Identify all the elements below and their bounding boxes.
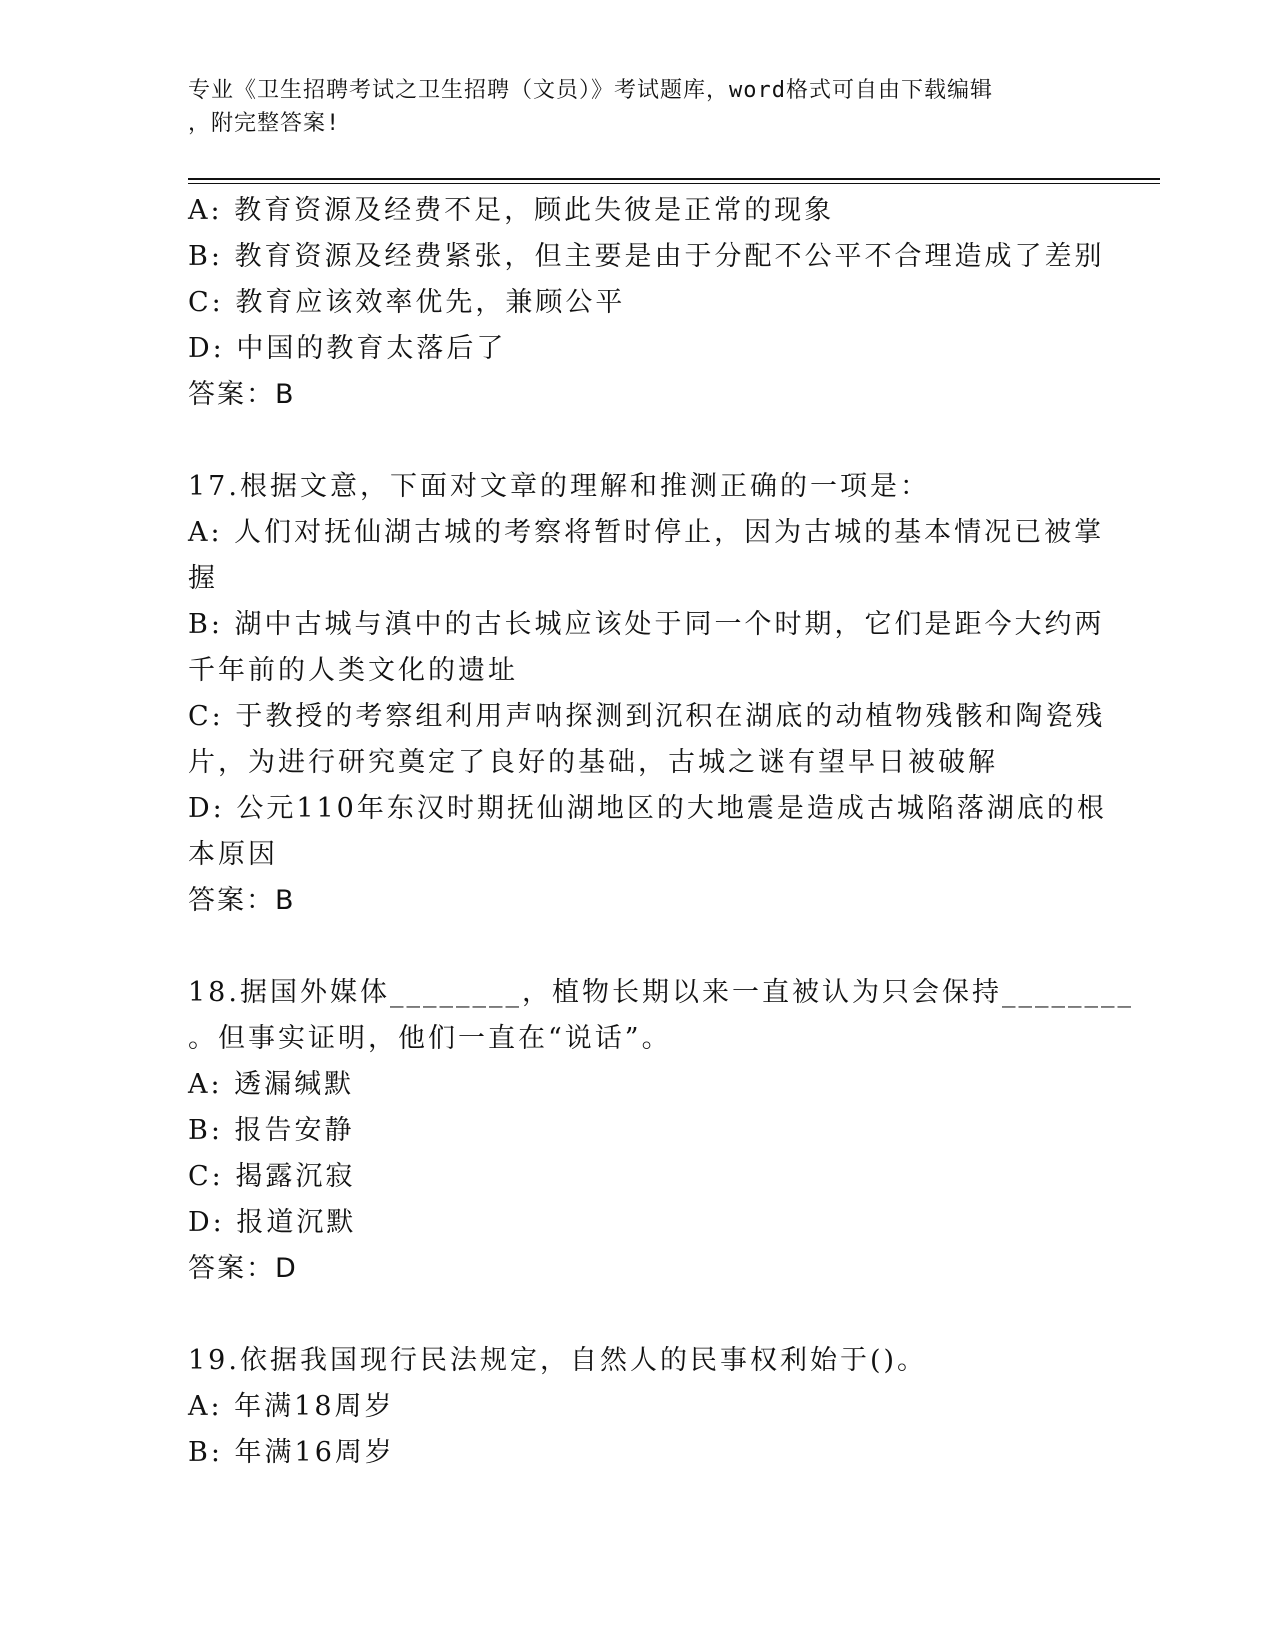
q19-stem: 19.依据我国现行民法规定，自然人的民事权利始于()。 xyxy=(188,1345,928,1376)
question-19 xyxy=(188,1338,1088,1476)
q17-option-c-line-1: C: 于教授的考察组利用声呐探测到沉积在湖底的动植物残骸和陶瓷残 xyxy=(188,701,1106,732)
spacer xyxy=(188,418,1088,464)
question-18 xyxy=(188,970,1134,1292)
q19-option-b: B: 年满16周岁 xyxy=(188,1437,395,1468)
q18-option-b: B: 报告安静 xyxy=(188,1115,355,1146)
question-content xyxy=(188,188,1134,1476)
spacer xyxy=(188,924,1088,970)
q17-option-d-line-2: 本原因 xyxy=(188,839,278,870)
question-17 xyxy=(188,464,1107,924)
header-title-line-1: 专业《卫生招聘考试之卫生招聘（文员）》考试题库，word格式可自由下载编辑 xyxy=(188,78,993,103)
q17-option-b-line-2: 千年前的人类文化的遗址 xyxy=(188,655,518,686)
q16-option-c: C: 教育应该效率优先，兼顾公平 xyxy=(188,287,626,318)
q16-answer: 答案：B xyxy=(188,379,296,410)
q19-option-a: A: 年满18周岁 xyxy=(188,1391,395,1422)
document-header xyxy=(188,74,1068,140)
q18-option-a: A: 透漏缄默 xyxy=(188,1069,355,1100)
q17-stem: 17.根据文意，下面对文章的理解和推测正确的一项是： xyxy=(188,471,930,502)
q17-option-a-line-2: 握 xyxy=(188,563,218,594)
q18-stem-line-1: 18.据国外媒体________，植物长期以来一直被认为只会保持________ xyxy=(188,977,1134,1008)
question-16 xyxy=(188,188,1105,418)
header-title-line-2: ，附完整答案! xyxy=(188,111,341,136)
q17-option-b-line-1: B: 湖中古城与滇中的古长城应该处于同一个时期，它们是距今大约两 xyxy=(188,609,1105,640)
q18-option-d: D: 报道沉默 xyxy=(188,1207,357,1238)
header-divider-thin xyxy=(188,183,1160,184)
q17-option-a-line-1: A: 人们对抚仙湖古城的考察将暂时停止，因为古城的基本情况已被掌 xyxy=(188,517,1105,548)
q16-option-d: D: 中国的教育太落后了 xyxy=(188,333,507,364)
q17-option-c-line-2: 片，为进行研究奠定了良好的基础，古城之谜有望早日被破解 xyxy=(188,747,998,778)
q16-option-b: B: 教育资源及经费紧张，但主要是由于分配不公平不合理造成了差别 xyxy=(188,241,1105,272)
q18-stem-line-2: 。但事实证明，他们一直在“说话”。 xyxy=(188,1023,672,1054)
q17-option-d-line-1: D: 公元110年东汉时期抚仙湖地区的大地震是造成古城陷落湖底的根 xyxy=(188,793,1107,824)
q18-option-c: C: 揭露沉寂 xyxy=(188,1161,356,1192)
q16-option-a: A: 教育资源及经费不足，顾此失彼是正常的现象 xyxy=(188,195,835,226)
header-divider-thick xyxy=(188,178,1160,180)
spacer xyxy=(188,1292,1088,1338)
q18-answer: 答案：D xyxy=(188,1253,298,1284)
q17-answer: 答案：B xyxy=(188,885,296,916)
